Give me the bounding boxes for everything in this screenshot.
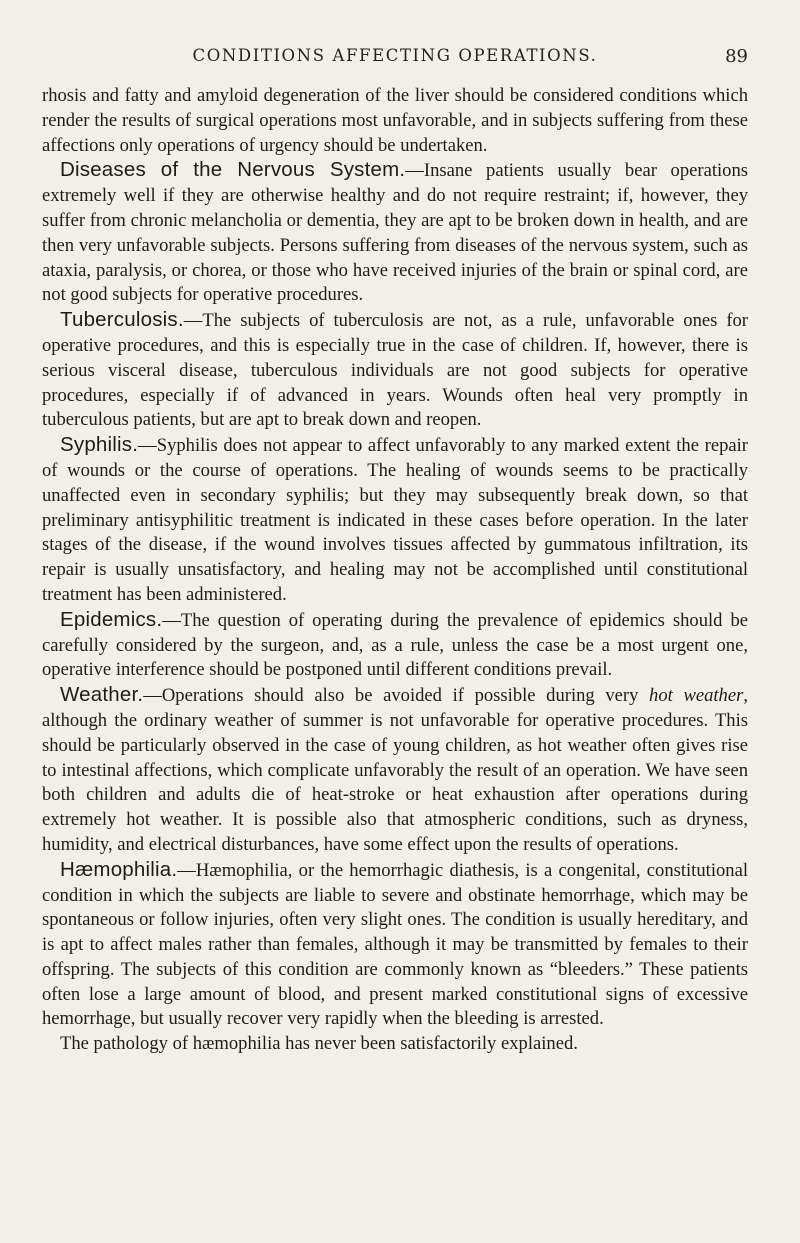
running-title: CONDITIONS AFFECTING OPERATIONS. xyxy=(192,46,598,65)
text-haemophilia: —Hæmophilia, or the hemorrhagic diathesis, is a congenital, constitutional condition in which the subjects are liable to severe and obstinate hemorrhage, which may be spontaneous or follow injuries, often very slight ones. The condition is usually hereditary, and is apt to affect males rather than females, although it may be transmitted by females to their offspring. The subjects of this condition are commonly known as “bleeders.” These patients often lose a large amount of blood, and present marked constitutional signs of excessive hemorrhage, but usually recover very rapidly when the bleeding is arrested. xyxy=(42,859,748,1030)
paragraph-intro: rhosis and fatty and amyloid degeneration of the liver should be considered conditions which render the results of surgical operations most unfavorable, and in subjects suffering from these affections only operations of urgency should be undertaken. xyxy=(42,85,748,156)
text-weather-lead: —Operations should also be avoided if possible during very xyxy=(143,685,650,707)
body-text xyxy=(42,84,748,1057)
paragraph-nervous-system xyxy=(42,158,748,308)
paragraph-syphilis xyxy=(42,433,748,608)
heading-epidemics: Epidemics. xyxy=(60,607,163,631)
heading-weather: Weather. xyxy=(60,683,144,707)
running-head xyxy=(42,46,748,70)
paragraph-haemophilia xyxy=(42,858,748,1033)
text-tuberculosis: —The subjects of tuberculosis are not, as a rule, unfavorable ones for operative procedures, and this is especially true in the case of children. If, however, there is serious visceral disease, tuberculous individuals are not good subjects for operative procedures, especially if of advanced in years. Wounds often heal very promptly in tuberculous patients, but are apt to break down and reopen. xyxy=(42,310,748,431)
text-nervous-system: —Insane patients usually bear operations extremely well if they are otherwise healthy and do not require restraint; if, however, they suffer from chronic melancholia or dementia, they are apt to be broken down in health, and are then very unfavorable subjects. Persons suffering from diseases of the nervous system, such as ataxia, paralysis, or chorea, or those who have received injuries of the brain or spinal cord, are not good subjects for operative procedures. xyxy=(42,160,748,306)
paragraph-closing: The pathology of hæmophilia has never been satisfactorily explained. xyxy=(60,1033,578,1055)
heading-haemophilia: Hæmophilia. xyxy=(60,857,178,881)
heading-tuberculosis: Tuberculosis. xyxy=(60,308,184,332)
heading-nervous-system: Diseases of the Nervous System. xyxy=(60,158,406,182)
paragraph-tuberculosis xyxy=(42,308,748,433)
page-number: 89 xyxy=(725,46,748,67)
text-epidemics: —The question of operating during the prevalence of epidemics should be carefully considered by the surgeon, and, as a rule, unless the case be a most urgent one, operative interference should be postponed until different conditions prevail. xyxy=(42,609,748,681)
heading-syphilis: Syphilis. xyxy=(60,433,139,457)
text-syphilis: —Syphilis does not appear to affect unfavorably to any marked extent the repair of wounds or the course of operations. The healing of wounds seems to be practically unaffected even in secondary syphilis; but they may subsequently break down, so that preliminary antisyphilitic treatment is indicated in these cases before operation. In the later stages of the disease, if the wound involves tissues affected by gummatous infiltration, its repair is usually unsatisfactory, and healing may not be accomplished until constitutional treatment has been administered. xyxy=(42,435,748,605)
text-weather-emphasis: hot weather xyxy=(649,685,744,707)
paragraph-weather xyxy=(42,683,748,858)
paragraph-epidemics xyxy=(42,608,748,683)
text-weather: , although the ordinary weather of summer is not unfavorable for operative procedures. This should be particularly observed in the case of young children, as hot weather often gives rise to intestinal affections, which complicate unfavorably the result of an operation. We have seen both children and adults die of heat-stroke or heat exhaustion after operations during extremely hot weather. It is possible also that atmospheric conditions, such as dryness, humidity, and electrical disturbances, have some effect upon the results of operations. xyxy=(42,685,749,855)
